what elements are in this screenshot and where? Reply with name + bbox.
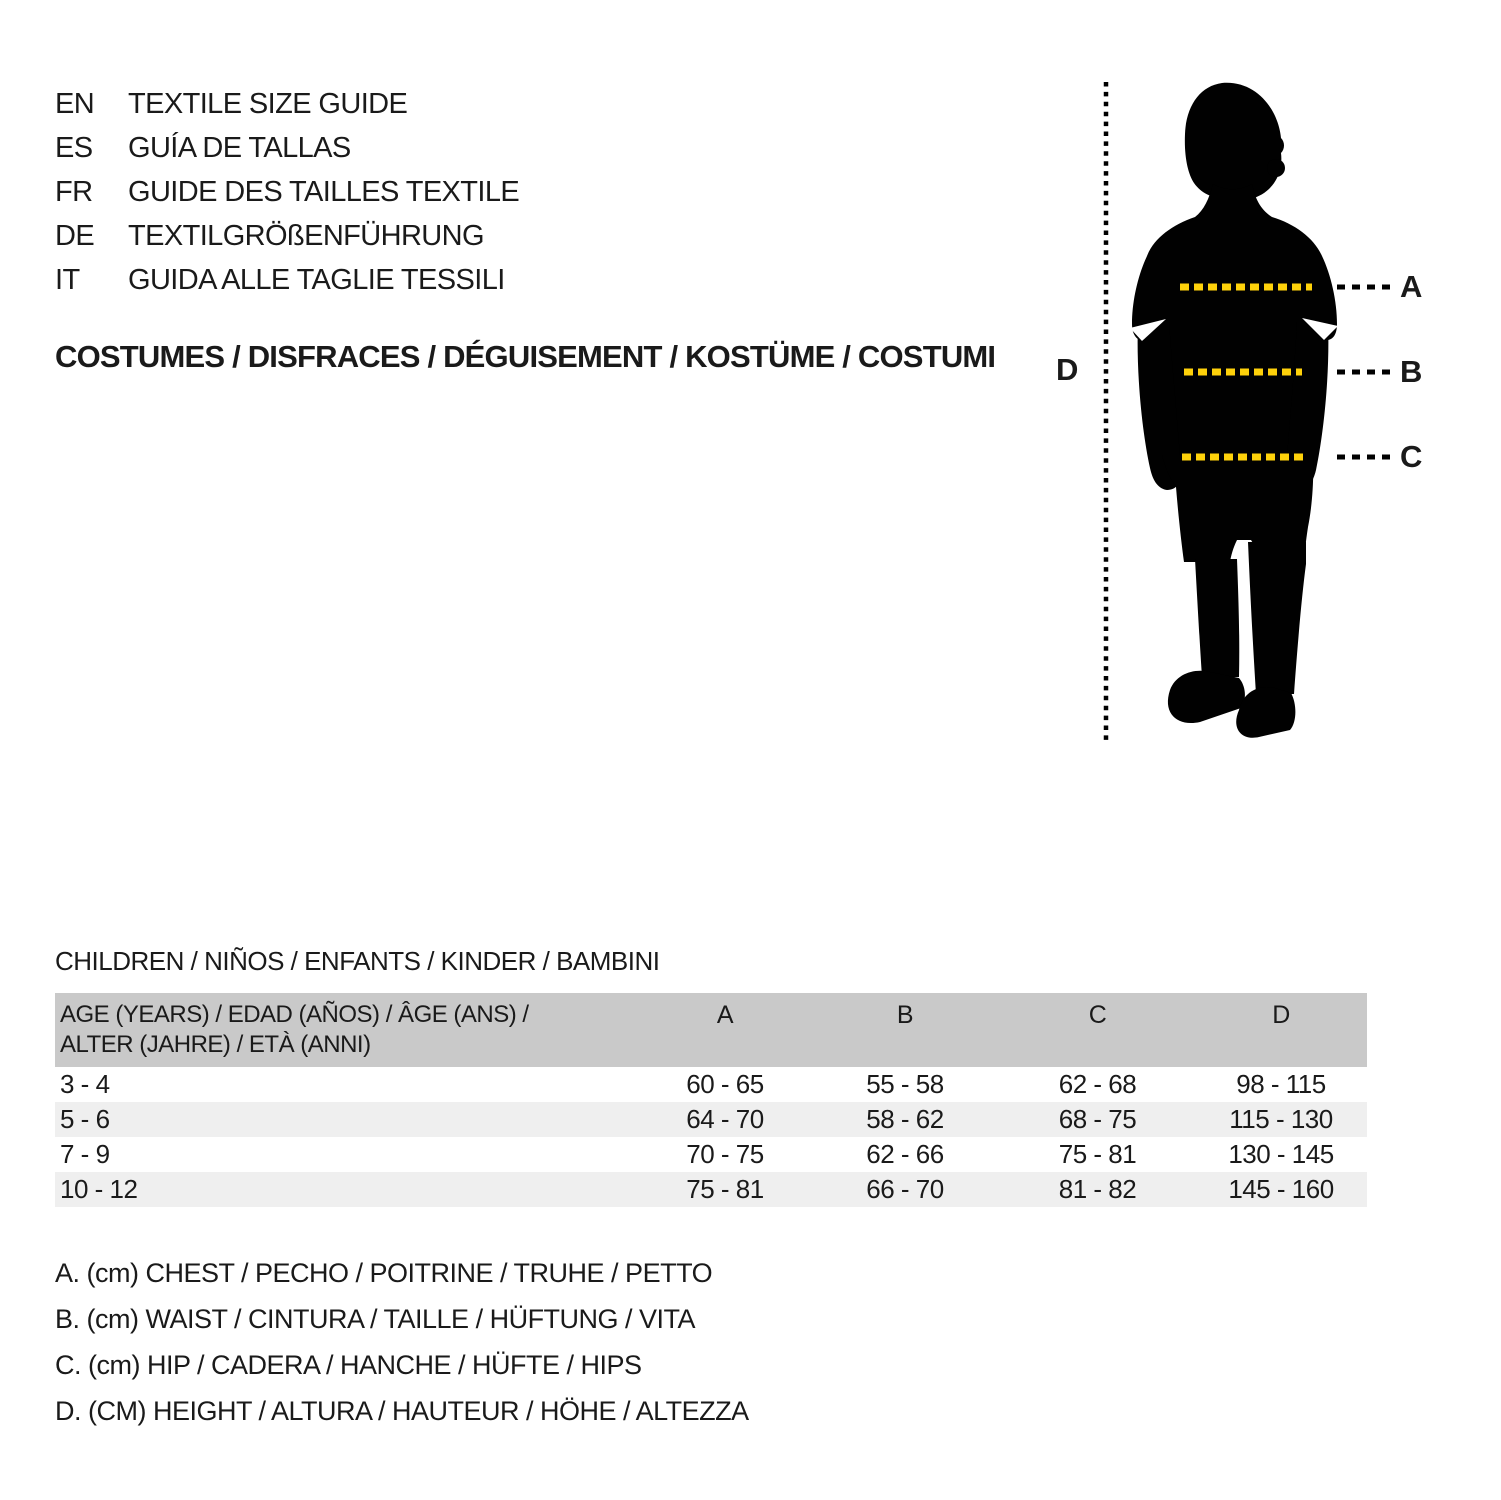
lang-title: GUÍA DE TALLAS <box>128 132 351 164</box>
value-cell-b: 66 - 70 <box>866 1174 944 1204</box>
table-row <box>55 1102 1367 1137</box>
value-cell-c: 62 - 68 <box>1058 1069 1137 1099</box>
age-cell: 7 - 9 <box>60 1139 110 1169</box>
lang-title: GUIDA ALLE TAGLIE TESSILI <box>128 264 505 296</box>
table-title: CHILDREN / NIÑOS / ENFANTS / KINDER / BAMBINI <box>55 946 660 976</box>
lang-title: TEXTILGRÖßENFÜHRUNG <box>128 220 484 252</box>
marker-d-label: D <box>1056 352 1079 387</box>
lang-code: ES <box>55 132 93 164</box>
age-header-line1: AGE (YEARS) / EDAD (AÑOS) / ÂGE (ANS) / <box>60 1001 529 1028</box>
language-list <box>55 82 519 302</box>
value-cell-c: 81 - 82 <box>1058 1174 1137 1204</box>
column-header-d: D <box>1272 1001 1290 1029</box>
silhouette-ear <box>1267 159 1285 177</box>
value-cell-c: 75 - 81 <box>1058 1139 1137 1169</box>
lang-row-fr <box>55 170 519 214</box>
table-row <box>55 1172 1367 1207</box>
legend-waist: B. (cm) WAIST / CINTURA / TAILLE / HÜFTUNG / VITA <box>55 1304 696 1334</box>
legend-hip: C. (cm) HIP / CADERA / HANCHE / HÜFTE / HIPS <box>55 1350 642 1380</box>
value-cell-c: 68 - 75 <box>1058 1104 1137 1134</box>
value-cell-a: 75 - 81 <box>686 1174 764 1204</box>
age-cell: 10 - 12 <box>60 1174 138 1204</box>
lang-title: TEXTILE SIZE GUIDE <box>128 88 408 120</box>
value-cell-a: 64 - 70 <box>686 1104 764 1134</box>
legend-chest: A. (cm) CHEST / PECHO / POITRINE / TRUHE / PETTO <box>55 1258 713 1288</box>
column-header-b: B <box>896 1001 914 1029</box>
child-silhouette <box>1132 83 1337 738</box>
silhouette-left-shoe <box>1168 671 1245 723</box>
value-cell-d: 145 - 160 <box>1228 1174 1334 1204</box>
marker-c-label: C <box>1400 439 1423 474</box>
silhouette-right-leg <box>1248 542 1306 694</box>
value-cell-b: 58 - 62 <box>866 1104 944 1134</box>
lang-row-es <box>55 126 519 170</box>
age-header-line2: ALTER (JAHRE) / ETÀ (ANNI) <box>60 1031 371 1058</box>
child-silhouette-svg <box>1100 72 1400 752</box>
column-header-a: A <box>716 1001 734 1029</box>
age-cell: 5 - 6 <box>60 1104 110 1134</box>
lang-code: EN <box>55 88 95 120</box>
lang-code: FR <box>55 176 93 208</box>
age-header-cell <box>55 1000 640 1061</box>
category-title: COSTUMES / DISFRACES / DÉGUISEMENT / KOSTÜME / COSTUMI <box>55 339 996 374</box>
column-header-c: C <box>1088 1001 1107 1029</box>
lang-row-en <box>55 82 519 126</box>
legend-height: D. (CM) HEIGHT / ALTURA / HAUTEUR / HÖHE / ALTEZZA <box>55 1396 749 1426</box>
value-cell-b: 55 - 58 <box>866 1069 944 1099</box>
value-cell-b: 62 - 66 <box>866 1139 944 1169</box>
age-cell: 3 - 4 <box>60 1069 110 1099</box>
measurement-legend <box>55 1250 749 1434</box>
value-cell-a: 70 - 75 <box>686 1139 764 1169</box>
lang-code: IT <box>55 264 80 296</box>
marker-b-label: B <box>1400 354 1423 389</box>
table-row <box>55 1067 1367 1102</box>
value-cell-a: 60 - 65 <box>686 1069 764 1099</box>
lang-title: GUIDE DES TAILLES TEXTILE <box>128 176 520 208</box>
table-header-row <box>55 993 1367 1067</box>
lang-code: DE <box>55 220 95 252</box>
silhouette-right-shoe <box>1236 687 1295 738</box>
lang-row-it <box>55 258 519 302</box>
marker-a-label: A <box>1400 269 1423 304</box>
value-cell-d: 130 - 145 <box>1228 1139 1334 1169</box>
value-cell-d: 115 - 130 <box>1229 1104 1333 1134</box>
size-figure <box>1100 72 1400 752</box>
lang-row-de <box>55 214 519 258</box>
silhouette-head <box>1185 83 1284 199</box>
silhouette-left-leg <box>1195 559 1239 677</box>
size-table <box>55 993 1367 1207</box>
value-cell-d: 98 - 115 <box>1236 1069 1326 1099</box>
table-row <box>55 1137 1367 1172</box>
